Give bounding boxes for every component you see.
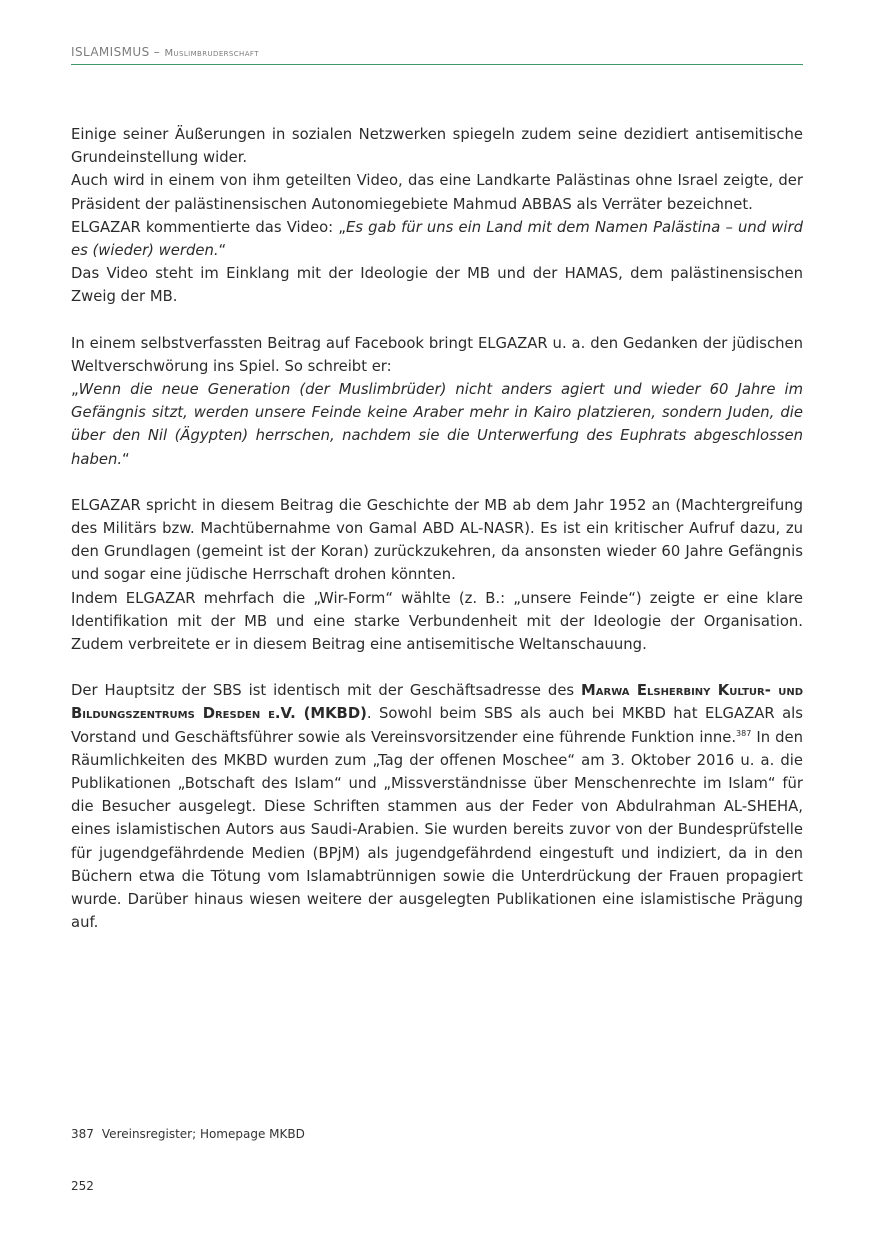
paragraph-7: ELGAZAR spricht in diesem Beitrag die Geschichte der MB ab dem Jahr 1952 an (Machtergreifung des Militärs bzw. Machtübernahme von Gamal ABD AL-NASR). Es ist ein kritischer Aufruf dazu, zu den Grundlagen (gemeint ist der Koran) zurückzukehren, da ansonsten wieder 60 Jahre Gefängnis und sogar eine jüdische Herrschaft drohen könnten.	[71, 496, 803, 584]
paragraph-gap	[71, 471, 803, 494]
body-text	[71, 123, 803, 935]
paragraph-6	[71, 378, 803, 471]
paragraph-3	[71, 216, 803, 262]
quote-close: “	[122, 450, 130, 468]
footnote-text: Vereinsregister; Homepage MKBD	[101, 1127, 305, 1141]
p9-end: In den Räumlichkeiten des MKBD wurden zum „Tag der offenen Moschee“ am 3. Oktober 2016 u. a. die Publikationen „Botschaft des Islam“ und „Missverständnisse über Menschenrechte im Islam“ für die Besucher ausgelegt. Diese Schriften stammen aus der Feder von Abdulrahman AL-SHEHA, eines islamistischen Autors aus Saudi-Arabien. Sie wurden bereits zuvor von der Bundesprüfstelle für jugendgefährdende Medien (BPjM) als jugendgefährdend eingestuft und indiziert, da in den Büchern etwa die Tötung vom Islamabtrünnigen sowie die Unterdrückung der Frauen propagiert wurde. Darüber hinaus wiesen weitere der ausgelegten Publikationen eine islamistische Prägung auf.	[71, 728, 803, 932]
paragraph-gap	[71, 656, 803, 679]
footnote-reference[interactable]: 387	[736, 728, 752, 738]
header-rule	[71, 64, 803, 65]
page-number: 252	[71, 1179, 94, 1193]
footnote	[71, 1127, 803, 1141]
footnote-number: 387	[71, 1127, 94, 1141]
header-subsection: Muslimbruderschaft	[164, 48, 259, 59]
quote-open: „	[71, 381, 79, 399]
paragraph-2: Auch wird in einem von ihm geteilten Video, das eine Landkarte Palästinas ohne Israel zeigte, der Präsident der palästinensischen Autonomiegebiete Mahmud ABBAS als Verräter bezeichnet.	[71, 172, 803, 213]
header-section: ISLAMISMUS	[71, 45, 150, 59]
comment-quote: Es gab für uns ein Land mit dem Namen Palästina – und wird es (wieder) werden.	[71, 218, 803, 260]
p9-start: Der Hauptsitz der SBS ist identisch mit der Geschäftsadresse des	[71, 682, 582, 700]
organization-name: Marwa Elsherbiny Kultur- und Bildungszentrums Dresden e.V. (MKBD)	[71, 682, 803, 723]
paragraph-4: Das Video steht im Einklang mit der Ideologie der MB und der HAMAS, dem palästinensischen Zweig der MB.	[71, 265, 803, 306]
header-separator: –	[149, 45, 165, 59]
paragraph-gap	[71, 309, 803, 332]
running-header	[71, 45, 803, 59]
paragraph-8: Indem ELGAZAR mehrfach die „Wir-Form“ wählte (z. B.: „unsere Feinde“) zeigte er eine klare Identifikation mit der MB und eine starke Verbundenheit mit der Ideologie der Organisation. Zudem verbreitete er in diesem Beitrag eine antisemitische Weltanschauung.	[71, 589, 803, 654]
paragraph-9	[71, 679, 803, 934]
paragraph-1: Einige seiner Äußerungen in sozialen Netzwerken spiegeln zudem seine dezidiert antisemitische Grundeinstellung wider.	[71, 126, 803, 167]
facebook-quote: Wenn die neue Generation (der Muslimbrüder) nicht anders agiert und wieder 60 Jahre im Gefängnis sitzt, werden unsere Feinde keine Araber mehr in Kairo platzieren, sondern Juden, die über den Nil (Ägypten) herrschen, nachdem sie die Unterwerfung des Euphrats abgeschlossen haben.	[71, 381, 803, 468]
comment-intro: ELGAZAR kommentierte das Video: „	[71, 218, 346, 236]
p9-mid: . Sowohl beim SBS als auch bei MKBD hat ELGAZAR als Vorstand und Geschäftsführer sowie als Vereinsvorsitzender eine führende Funktion inne.	[71, 705, 803, 746]
paragraph-5: In einem selbstverfassten Beitrag auf Facebook bringt ELGAZAR u. a. den Gedanken der jüdischen Weltverschwörung ins Spiel. So schreibt er:	[71, 334, 803, 375]
comment-close: “	[218, 242, 227, 260]
